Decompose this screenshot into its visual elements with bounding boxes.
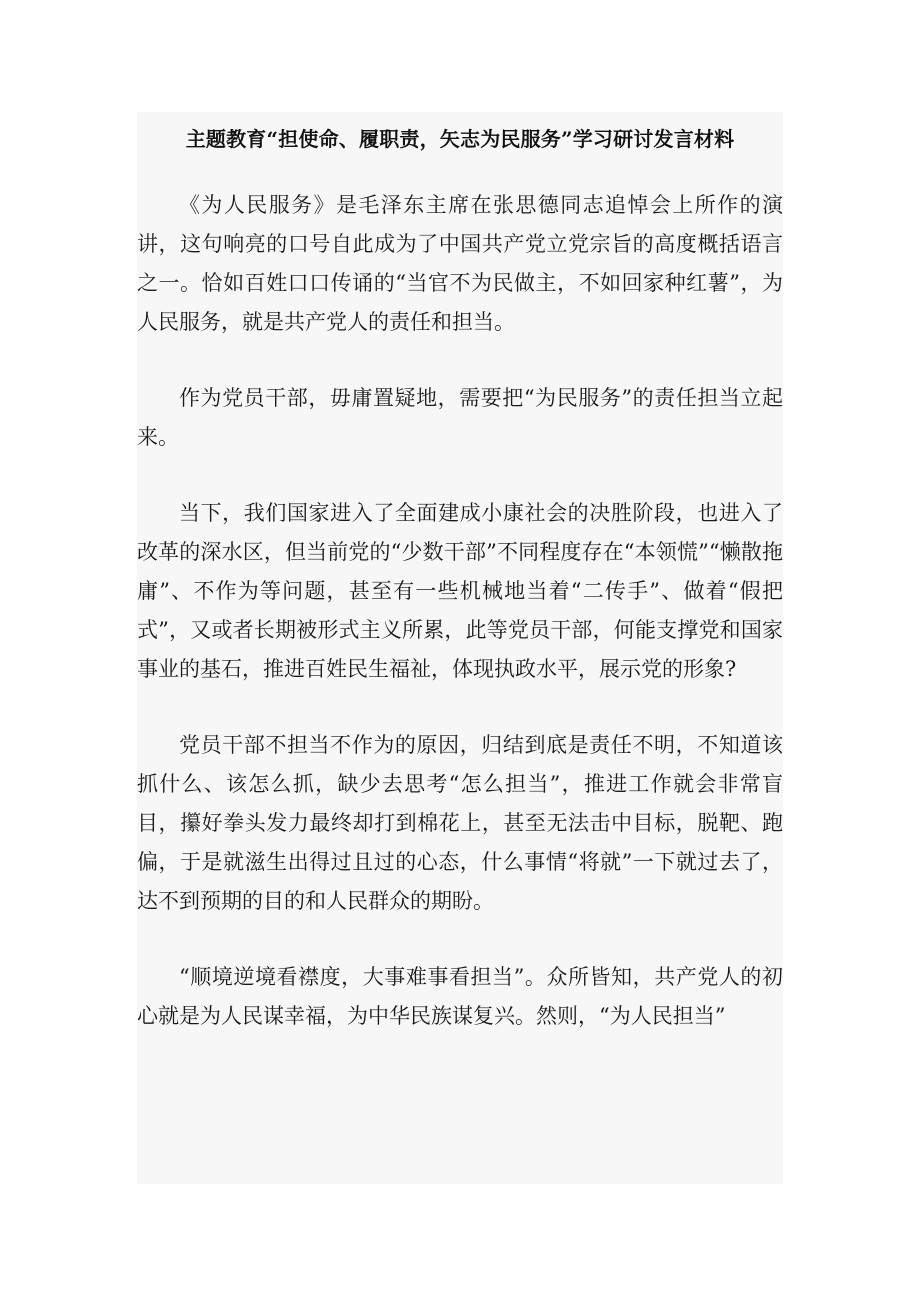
paragraph-2: 作为党员干部，毋庸置疑地，需要把“为民服务”的责任担当立起来。 (137, 386, 783, 449)
paragraph-1: 《为人民服务》是毛泽东主席在张思德同志追悼会上所作的演讲，这句响亮的口号自此成为了中国共产党立党宗旨的高度概括语言之一。恰如百姓口口传诵的“当官不为民做主，不如回家种红薯”，为人民服务，就是共产党人的责任和担当。 (137, 193, 783, 334)
paragraph-4: 党员干部不担当不作为的原因，归结到底是责任不明，不知道该抓什么、该怎么抓，缺少去思考“怎么担当”，推进工作就会非常盲目，攥好拳头发力最终却打到棉花上，甚至无法击中目标，脱靶、跑偏，于是就滋生出得过且过的心态，什么事情“将就”一下就过去了，达不到预期的目的和人民群众的期盼。 (137, 733, 783, 913)
spacer (137, 457, 783, 494)
paragraph-3: 当下，我们国家进入了全面建成小康社会的决胜阶段，也进入了改革的深水区，但当前党的“少数干部”不同程度存在“本领慌”“懒散拖庸”、不作为等问题，甚至有一些机械地当着“二传手”、做着“假把式”，又或者长期被形式主义所累，此等党员干部，何能支撑党和国家事业的基石，推进百姓民生福祉，体现执政水平，展示党的形象? (137, 501, 783, 681)
spacer (137, 921, 783, 958)
document-title: 主题教育“担使命、履职责，矢志为民服务”学习研讨发言材料 (185, 127, 735, 151)
paragraph-5: “顺境逆境看襟度，大事难事看担当”。众所皆知，共产党人的初心就是为人民谋幸福，为中华民族谋复兴。然则，“为人民担当” (137, 965, 783, 1028)
spacer (137, 154, 783, 186)
spacer (137, 689, 783, 726)
document-body (137, 112, 783, 1184)
spacer (137, 342, 783, 379)
